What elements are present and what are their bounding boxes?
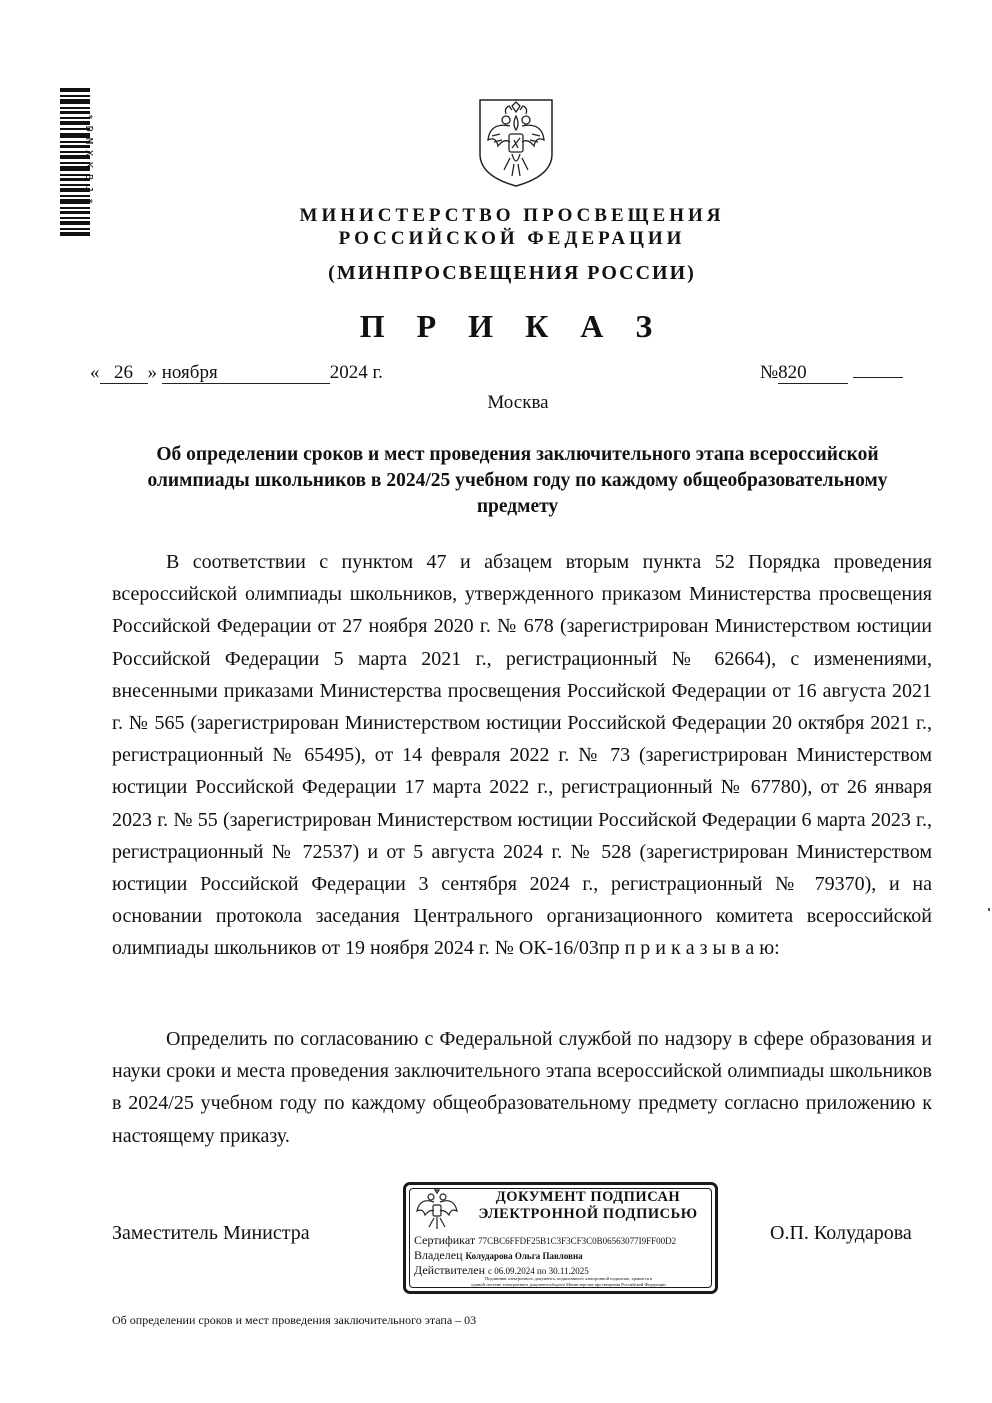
document-number (760, 362, 903, 384)
stamp-heading-line-1: ДОКУМЕНТ ПОДПИСАН (495, 1189, 681, 1205)
date-month: ноября (162, 363, 330, 384)
ministry-name-line-1: МИНИСТЕРСТВО ПРОСВЕЩЕНИЯ (299, 205, 725, 226)
date-year: 2024 (329, 362, 368, 383)
date-day: 26 (100, 363, 148, 384)
number-value: 820 (778, 363, 848, 384)
scan-artifact (988, 908, 990, 911)
body-paragraph-1-decree: п р и к а з ы в а ю: (624, 937, 780, 960)
stamp-heading-line-2: ЭЛЕКТРОННОЙ ПОДПИСЬЮ (478, 1206, 698, 1222)
stamp-valid-label: Действителен (414, 1263, 486, 1277)
ministry-name-line-2: РОССИЙСКОЙ ФЕДЕРАЦИИ (338, 228, 686, 249)
body-paragraph-1-main: В соответствии с пунктом 47 и абзацем вторым пункта 52 Порядка проведения всероссийской олимпиады школьников, утвержденного приказом Министерства просвещения Российской Федерации от 27 ноября 2020 г. № 678 (зарегистрирован Министерством юстиции Российской Федерации 5 марта 2021 г., регистрационный № 62664), с изменениями, внесенными приказами Министерства просвещения Российской Федерации от 16 августа 2021 г. № 565 (зарегистрирован Министерством юстиции Российской Федерации 20 октября 2021 г., регистрационный № 65495), от 14 февраля 2022 г. № 73 (зарегистрирован Министерством юстиции Российской Федерации 17 марта 2022 г., регистрационный № 67780), от 26 января 2023 г. № 55 (зарегистрирован Министерством юстиции Российской Федерации 6 марта 2023 г., регистрационный № 72537) и от 5 августа 2024 г. № 528 (зарегистрирован Министерством юстиции Российской Федерации 3 сентября 2024 г., регистрационный № 79370), и на основании протокола заседания Центрального организационного комитета всероссийской олимпиады школьников от 19 ноября 2024 г. № ОК-16/03пр (112, 551, 932, 960)
number-extra-line (853, 377, 903, 378)
date-year-suffix: г. (372, 362, 383, 383)
stamp-note (426, 1276, 711, 1288)
electronic-signature-stamp (403, 1182, 718, 1294)
body-paragraph-1 (112, 546, 932, 965)
coat-of-arms-icon (476, 96, 556, 188)
document-type-title: П Р И К А З (359, 308, 665, 344)
barcode-text: *DMXKBJ* (83, 113, 94, 211)
stamp-owner (414, 1248, 583, 1263)
signer-position: Заместитель Министра (112, 1222, 310, 1244)
stamp-owner-value: Колударова Ольга Павловна (465, 1251, 583, 1261)
page-footer: Об определении сроков и мест проведения заключительного этапа – 03 (112, 1313, 477, 1327)
stamp-valid-value: с 06.09.2024 по 30.11.2025 (488, 1266, 589, 1276)
document-subject: Об определении сроков и мест проведения заключительного этапа всероссийской олимпиады школьников в 2024/25 учебном году по каждому общеобразовательному предмету (147, 444, 888, 517)
stamp-heading (468, 1189, 708, 1223)
stamp-note-line-2: единой системе электронного документооборота Министерства просвещения Российской Федерации (471, 1282, 666, 1287)
stamp-cert-value: 77CBC6FFDF25B1C3F3CF3C0B06563077I9FF00D2 (478, 1236, 677, 1246)
quote-open: « (90, 362, 100, 383)
signer-name: О.П. Колударова (770, 1222, 912, 1244)
body-paragraph-2: Определить по согласованию с Федеральной службой по надзору в сфере образования и науки сроки и места проведения заключительного этапа всероссийской олимпиады школьников в 2024/25 учебном году по каждому общеобразовательному предмету согласно приложению к настоящему приказу. (112, 1028, 932, 1147)
ministry-short-name: (МИНПРОСВЕЩЕНИЯ РОССИИ) (328, 262, 696, 284)
quote-close: » (147, 362, 157, 383)
document-city: Москва (487, 392, 549, 413)
document-date (90, 362, 383, 384)
stamp-certificate (414, 1233, 676, 1248)
number-sign: № (760, 362, 779, 383)
stamp-eagle-icon (414, 1189, 460, 1231)
stamp-note-line-1: Подлинник электронного документа, подписанного электронной подписью, хранится в (484, 1276, 653, 1281)
stamp-cert-label: Сертификат (414, 1233, 476, 1247)
stamp-owner-label: Владелец (414, 1248, 463, 1262)
